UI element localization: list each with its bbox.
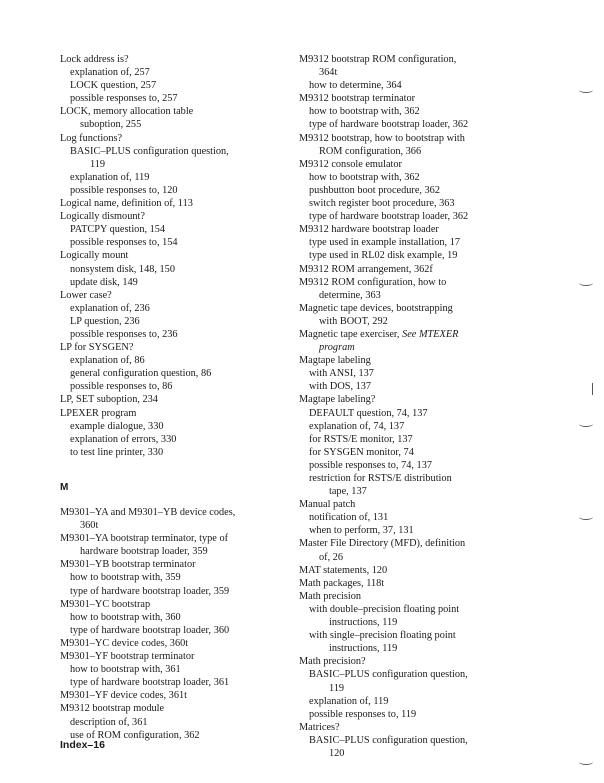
index-entry bbox=[299, 236, 539, 249]
page-edge-mark bbox=[579, 421, 593, 427]
index-entry bbox=[299, 472, 539, 485]
index-entry bbox=[60, 145, 285, 158]
index-entry bbox=[299, 734, 539, 747]
index-entry-text: Lock address is? bbox=[60, 54, 129, 65]
index-entry-text: instructions, 119 bbox=[329, 643, 398, 655]
index-entry-text: Master File Directory (MFD), definition bbox=[299, 538, 466, 550]
index-entry-text: M9312 ROM arrangement, 362f bbox=[299, 263, 433, 275]
index-entry bbox=[60, 223, 285, 236]
index-entry bbox=[299, 721, 539, 734]
index-entry bbox=[299, 145, 539, 158]
index-entry-text: LPEXER program bbox=[60, 407, 137, 419]
index-entry bbox=[60, 545, 285, 558]
index-entry-text: general configuration question, 86 bbox=[70, 368, 212, 380]
index-entry bbox=[60, 532, 285, 545]
index-entry bbox=[60, 663, 285, 676]
index-entry bbox=[299, 616, 539, 629]
index-entry-text: with double–precision floating point bbox=[309, 603, 460, 615]
index-entry-text: M9312 ROM configuration, how to bbox=[299, 276, 447, 288]
index-entry-text: Logically mount bbox=[60, 250, 129, 262]
index-entry-text: M9312 bootstrap module bbox=[60, 703, 165, 715]
index-entry bbox=[299, 655, 539, 668]
index-entry-text: Matrices? bbox=[299, 721, 340, 733]
index-entry bbox=[60, 105, 285, 118]
index-entry-text: instructions, 119 bbox=[329, 617, 398, 629]
index-entry bbox=[60, 289, 285, 302]
index-entry-text: notification of, 131 bbox=[309, 512, 389, 524]
index-entry-text: M9312 hardware bootstrap loader bbox=[299, 224, 439, 236]
index-entry bbox=[60, 158, 285, 171]
page-edge-mark bbox=[579, 87, 593, 93]
index-entry-text: explanation of, 257 bbox=[70, 67, 150, 79]
index-entry bbox=[60, 611, 285, 624]
index-entry-text: how to bootstrap with, 360 bbox=[70, 611, 181, 623]
index-entry-text: LP, SET suboption, 234 bbox=[60, 394, 158, 406]
index-entry-text: explanation of, 119 bbox=[70, 171, 150, 183]
index-entry-text: explanation of, 74, 137 bbox=[309, 420, 405, 432]
index-entry-text: type of hardware bootstrap loader, 360 bbox=[70, 624, 230, 636]
index-entry bbox=[299, 341, 539, 354]
index-entry bbox=[299, 642, 539, 655]
index-entry-text: type used in example installation, 17 bbox=[309, 237, 460, 249]
index-entry bbox=[299, 459, 539, 472]
index-entry-text: BASIC–PLUS configuration question, bbox=[309, 669, 468, 681]
index-entry bbox=[60, 171, 285, 184]
index-entry-text: M9301–YA bootstrap terminator, type of bbox=[60, 533, 229, 545]
index-entry-text: BASIC–PLUS configuration question, bbox=[309, 734, 468, 746]
index-entry-text: with ANSI, 137 bbox=[309, 368, 374, 380]
index-entry bbox=[299, 315, 539, 328]
index-entry-text: 119 bbox=[329, 682, 345, 694]
index-entry-text: Logically dismount? bbox=[60, 211, 145, 223]
index-entry-text: LP for SYSGEN? bbox=[60, 342, 134, 354]
index-entry-text: 364t bbox=[319, 67, 338, 79]
index-entry-text: DEFAULT question, 74, 137 bbox=[309, 407, 428, 419]
index-entry bbox=[60, 315, 285, 328]
index-entry bbox=[299, 302, 539, 315]
index-entry bbox=[299, 66, 539, 79]
index-entry bbox=[299, 105, 539, 118]
index-entry-text: with single–precision floating point bbox=[309, 630, 456, 642]
index-entry bbox=[299, 249, 539, 262]
index-entry-text: update disk, 149 bbox=[70, 276, 138, 288]
index-entry-text: type of hardware bootstrap loader, 362 bbox=[309, 211, 469, 223]
index-entry bbox=[60, 236, 285, 249]
index-entry-text: M9301–YC device codes, 360t bbox=[60, 637, 189, 649]
index-entry bbox=[60, 302, 285, 315]
index-entry-text: tape, 137 bbox=[329, 486, 367, 498]
index-entry bbox=[299, 380, 539, 393]
index-entry bbox=[60, 716, 285, 729]
index-entry bbox=[60, 354, 285, 367]
index-entry bbox=[299, 551, 539, 564]
index-entry-text: LOCK, memory allocation table bbox=[60, 106, 194, 118]
page-edge-tick bbox=[592, 383, 593, 395]
index-entry-text: for SYSGEN monitor, 74 bbox=[309, 446, 414, 458]
index-entry-text: Magnetic tape exerciser, bbox=[299, 328, 403, 340]
index-entry-text: M9301–YF bootstrap terminator bbox=[60, 651, 195, 663]
index-entry bbox=[299, 524, 539, 537]
index-entry-text: explanation of, 119 bbox=[309, 695, 389, 707]
index-entry bbox=[60, 66, 285, 79]
index-entry bbox=[60, 506, 285, 519]
index-entry-text: type of hardware bootstrap loader, 362 bbox=[309, 119, 469, 131]
index-entry bbox=[60, 585, 285, 598]
index-entry bbox=[299, 276, 539, 289]
index-entry-text: BASIC–PLUS configuration question, bbox=[70, 145, 229, 157]
index-entry-text: Logical name, definition of, 113 bbox=[60, 198, 193, 210]
index-entry-text: explanation of, 86 bbox=[70, 355, 145, 367]
index-column-right bbox=[299, 53, 539, 760]
index-cross-reference: See MTEXER bbox=[402, 328, 459, 340]
index-entry bbox=[299, 367, 539, 380]
index-entry-text: switch register boot procedure, 363 bbox=[309, 198, 455, 210]
index-entry-text: description of, 361 bbox=[70, 716, 148, 728]
index-entry-text: to test line printer, 330 bbox=[70, 446, 164, 458]
index-entry bbox=[299, 210, 539, 223]
index-entry bbox=[60, 624, 285, 637]
index-entry bbox=[60, 702, 285, 715]
index-entry-text: with BOOT, 292 bbox=[319, 315, 388, 327]
index-entry-text: type of hardware bootstrap loader, 359 bbox=[70, 585, 230, 597]
index-entry bbox=[299, 158, 539, 171]
index-entry-text: M9301–YB bootstrap terminator bbox=[60, 559, 196, 571]
index-entry-text: with DOS, 137 bbox=[309, 381, 372, 393]
index-entry bbox=[60, 598, 285, 611]
index-entry bbox=[299, 132, 539, 145]
index-entry-text: explanation of, 236 bbox=[70, 302, 150, 314]
index-entry bbox=[299, 668, 539, 681]
index-entry bbox=[299, 485, 539, 498]
index-entry-text: how to determine, 364 bbox=[309, 80, 402, 92]
index-entry-text: 120 bbox=[329, 747, 345, 759]
index-entry bbox=[299, 695, 539, 708]
page-footer-label: Index–16 bbox=[60, 739, 105, 751]
index-entry bbox=[299, 118, 539, 131]
index-entry bbox=[299, 629, 539, 642]
index-entry-text: when to perform, 37, 131 bbox=[309, 525, 414, 537]
index-entry bbox=[299, 603, 539, 616]
index-entry bbox=[299, 590, 539, 603]
index-entry-text: how to bootstrap with, 362 bbox=[309, 106, 420, 118]
index-entry-text: 360t bbox=[80, 520, 99, 532]
index-entry bbox=[299, 433, 539, 446]
index-entry-text: determine, 363 bbox=[319, 289, 381, 301]
index-entry bbox=[60, 689, 285, 702]
index-entry-text: M9301–YF device codes, 361t bbox=[60, 690, 187, 702]
index-entry bbox=[299, 197, 539, 210]
index-entry-text: use of ROM configuration, 362 bbox=[70, 729, 200, 741]
index-entry bbox=[60, 433, 285, 446]
index-entry bbox=[60, 637, 285, 650]
index-entry bbox=[299, 92, 539, 105]
index-entry-text: possible responses to, 154 bbox=[70, 237, 178, 249]
index-entry-text: type of hardware bootstrap loader, 361 bbox=[70, 677, 230, 689]
index-entry bbox=[60, 407, 285, 420]
index-entry bbox=[60, 118, 285, 131]
index-entry bbox=[299, 446, 539, 459]
index-entry bbox=[299, 354, 539, 367]
index-entry-text: explanation of errors, 330 bbox=[70, 433, 177, 445]
index-entry bbox=[60, 420, 285, 433]
index-cross-reference: program bbox=[319, 342, 355, 354]
index-entry bbox=[299, 498, 539, 511]
index-entry-text: hardware bootstrap loader, 359 bbox=[80, 546, 208, 558]
index-entry bbox=[299, 577, 539, 590]
index-entry-text: possible responses to, 236 bbox=[70, 328, 178, 340]
index-entry bbox=[60, 132, 285, 145]
index-entry-text: how to bootstrap with, 361 bbox=[70, 664, 181, 676]
index-entry bbox=[60, 210, 285, 223]
index-entry bbox=[60, 393, 285, 406]
index-entry-text: M9301–YA and M9301–YB device codes, bbox=[60, 507, 236, 518]
index-entry bbox=[299, 171, 539, 184]
index-entry-text: nonsystem disk, 148, 150 bbox=[70, 263, 175, 275]
page-edge-mark bbox=[579, 514, 593, 520]
index-entry bbox=[60, 341, 285, 354]
index-entry-text: Math packages, 118t bbox=[299, 577, 385, 589]
index-entry-text: how to bootstrap with, 359 bbox=[70, 572, 181, 584]
index-entries-l bbox=[60, 53, 285, 459]
index-entry-text: Manual patch bbox=[299, 499, 356, 511]
index-entry-text: pushbutton boot procedure, 362 bbox=[309, 184, 440, 196]
index-entry-text: of, 26 bbox=[319, 551, 344, 563]
index-entry-text: M9312 bootstrap ROM configuration, bbox=[299, 54, 457, 65]
index-entry bbox=[60, 184, 285, 197]
index-entry-text: M9312 console emulator bbox=[299, 158, 402, 170]
index-entries-m bbox=[60, 506, 285, 742]
index-entry-text: Magtape labeling bbox=[299, 355, 371, 367]
page-edge-mark bbox=[579, 759, 593, 765]
index-entry bbox=[60, 197, 285, 210]
index-entry bbox=[299, 564, 539, 577]
index-entry bbox=[299, 747, 539, 760]
index-entry bbox=[60, 380, 285, 393]
index-entry bbox=[299, 53, 539, 66]
index-entry-text: example dialogue, 330 bbox=[70, 420, 164, 432]
index-entry bbox=[60, 367, 285, 380]
index-entry-text: for RSTS/E monitor, 137 bbox=[309, 433, 413, 445]
index-entry-text: LOCK question, 257 bbox=[70, 80, 157, 92]
index-entry bbox=[60, 79, 285, 92]
index-entry-text: M9301–YC bootstrap bbox=[60, 598, 151, 610]
index-entry-text: ROM configuration, 366 bbox=[319, 145, 422, 157]
index-entry bbox=[299, 289, 539, 302]
index-entry-text: Log functions? bbox=[60, 132, 123, 144]
index-entry bbox=[60, 519, 285, 532]
index-entry bbox=[60, 276, 285, 289]
index-entry-text: type used in RL02 disk example, 19 bbox=[309, 250, 458, 262]
index-entry-text: LP question, 236 bbox=[70, 315, 140, 327]
index-entry-text: how to bootstrap with, 362 bbox=[309, 171, 420, 183]
index-entry bbox=[60, 650, 285, 663]
index-entry-text: Magnetic tape devices, bootstrapping bbox=[299, 302, 453, 314]
index-entry-text: M9312 bootstrap terminator bbox=[299, 93, 416, 105]
index-entry-text: Math precision bbox=[299, 590, 362, 602]
index-entry bbox=[299, 537, 539, 550]
index-entry-text: possible responses to, 74, 137 bbox=[309, 459, 432, 471]
index-entry bbox=[299, 79, 539, 92]
index-entry-text: Magtape labeling? bbox=[299, 394, 376, 406]
index-entry bbox=[299, 223, 539, 236]
index-entry bbox=[60, 249, 285, 262]
index-entry bbox=[299, 263, 539, 276]
index-entry bbox=[299, 708, 539, 721]
index-entry-text: possible responses to, 86 bbox=[70, 381, 173, 393]
index-entry bbox=[299, 328, 539, 341]
index-entry bbox=[60, 571, 285, 584]
page-edge-mark bbox=[579, 280, 593, 286]
index-entry bbox=[60, 53, 285, 66]
index-entry-text: possible responses to, 257 bbox=[70, 93, 178, 105]
index-entry bbox=[299, 511, 539, 524]
index-entries-m-continued bbox=[299, 53, 539, 760]
index-entry-text: M9312 bootstrap, how to bootstrap with bbox=[299, 132, 465, 144]
index-entry bbox=[60, 558, 285, 571]
index-entry bbox=[299, 407, 539, 420]
section-letter-m: M bbox=[60, 481, 69, 493]
index-entry-text: Math precision? bbox=[299, 656, 366, 668]
index-entry-text: PATCPY question, 154 bbox=[70, 224, 166, 236]
index-entry-text: Lower case? bbox=[60, 289, 112, 301]
index-entry bbox=[60, 328, 285, 341]
index-entry-text: suboption, 255 bbox=[80, 119, 142, 131]
index-entry-text: possible responses to, 120 bbox=[70, 184, 178, 196]
index-entry bbox=[299, 420, 539, 433]
index-entry bbox=[60, 446, 285, 459]
index-entry bbox=[299, 184, 539, 197]
index-entry bbox=[299, 393, 539, 406]
index-column-left bbox=[60, 53, 285, 742]
index-entry bbox=[299, 682, 539, 695]
index-entry-text: MAT statements, 120 bbox=[299, 564, 388, 576]
index-entry bbox=[60, 263, 285, 276]
index-entry-text: restriction for RSTS/E distribution bbox=[309, 473, 452, 484]
index-entry-text: possible responses to, 119 bbox=[309, 708, 417, 720]
index-entry bbox=[60, 92, 285, 105]
index-entry-text: 119 bbox=[90, 158, 106, 170]
index-entry bbox=[60, 676, 285, 689]
